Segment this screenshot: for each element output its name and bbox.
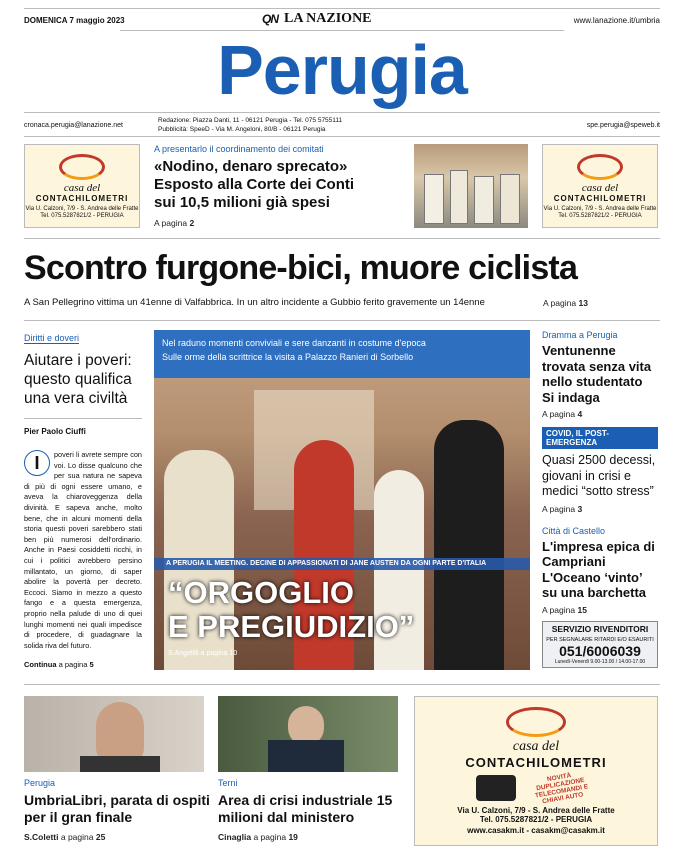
website-link[interactable]: www.lanazione.it/umbria [573, 16, 660, 25]
feature-strip: A PERUGIA IL MEETING. DECINE DI APPASSIONATI DI JANE AUSTEN DA OGNI PARTE D'ITALIA [154, 558, 530, 570]
editorial[interactable] [24, 328, 142, 651]
rule [24, 320, 660, 321]
car-key-icon [476, 775, 516, 801]
rule [24, 112, 660, 113]
b2-story[interactable]: Terni Area di crisi industriale 15 milioni dal ministero Cinaglia a pagina 19 [218, 778, 393, 842]
masthead [262, 11, 372, 27]
kicker: A presentarlo il coordinamento dei comitati [154, 144, 324, 154]
s2-tag: COVID, IL POST-EMERGENZA [542, 427, 658, 449]
s3-headline[interactable]: L'impresa epica di Campriani L'Oceano ‘vinto’ su una barchetta [542, 538, 655, 600]
editorial-headline: Aiutare i poveri: questo qualifica una vera civiltà [24, 352, 132, 407]
feature-banner: Nel raduno momenti conviviali e sere danzanti in costume d'epoca Sulle orme della scrittrice la visita a Palazzo Ranieri di Sorbello [154, 330, 530, 378]
feature-photo [154, 330, 530, 670]
editorial-tag: Diritti e doveri [24, 333, 80, 343]
issue-date: DOMENICA 7 maggio 2023 [24, 16, 125, 25]
rule [24, 684, 660, 685]
protest-photo [414, 144, 528, 228]
feature-title[interactable]: “ORGOGLIO E PREGIUDIZIO” [168, 575, 415, 644]
editorial-author: Pier Paolo Ciuffi [24, 418, 142, 436]
redazione-info: Redazione: Piazza Danti, 11 - 06121 Perugia - Tel. 075 5755111 Pubblicità: SpeeD - Via M. Angeloni, 80/B - 06121 Perugia [158, 117, 343, 133]
s1-headline[interactable]: Ventunenne trovata senza vita nello studentato Si indaga [542, 343, 652, 405]
ad-logo [506, 707, 566, 737]
rivenditori-phone: 051/6006039 [559, 642, 641, 659]
ad-logo [577, 154, 623, 180]
rivenditori-box: SERVIZIO RIVENDITORI PER SEGNALARE RITARDI E/O ESAURITI 051/6006039 Lunedì-Venerdì 9.00-13.00 / 14.00-17.00 [542, 621, 658, 668]
top-story[interactable]: A presentarlo il coordinamento dei comitati «Nodino, denaro sprecato» Esposto alla Corte dei Conti sui 10,5 milioni già spesi A pagina 2 [154, 144, 404, 228]
qn-logo: QN [262, 12, 278, 26]
email-left[interactable]: cronaca.perugia@lanazione.net [24, 122, 123, 129]
rule [24, 8, 660, 9]
lead-subhead: A San Pellegrino vittima un 41enne di Valfabbrica. In un altro incidente a Gubbio ferito gravemente un 14enne [24, 297, 485, 308]
s2-headline[interactable]: Quasi 2500 decessi, giovani in crisi e medici “sotto stress” [542, 453, 656, 498]
b1-story[interactable]: Perugia UmbriaLibri, parata di ospiti per il gran finale S.Coletti a pagina 25 [24, 778, 210, 842]
ad-contachilometri-left[interactable]: casa del CONTACHILOMETRI Via U. Calzoni, 7/9 - S. Andrea delle Fratte Tel. 075.5287821/2 - PERUGIA [24, 144, 140, 228]
editorial-continue[interactable]: Continua a pagina 5 [24, 660, 94, 669]
umbrialibri-photo [24, 696, 204, 772]
lead-page-ref: A pagina 13 [543, 298, 588, 308]
masthead-name: LA NAZIONE [284, 11, 372, 26]
terni-photo [218, 696, 398, 772]
novita-badge: NOVITÀ DUPLICAZIONE TELECOMANDI E CHIAVI AUTO [534, 772, 589, 806]
rule [24, 238, 660, 239]
city-title: Perugia [217, 31, 467, 109]
ad-contachilometri-right[interactable]: casa del CONTACHILOMETRI Via U. Calzoni, 7/9 - S. Andrea delle Fratte Tel. 075.5287821/2 - PERUGIA [542, 144, 658, 228]
s1-tag: Dramma a Perugia [542, 330, 618, 340]
s3-tag: Città di Castello [542, 525, 606, 536]
editorial-body: I poveri li avrete sempre con voi. Lo disse qualcuno che per sua natura ne sapeva di più di ogni essere umano, e aveva la chiaroveggenza della divinità. E sapeva anche, molto bene, che in alcuni momenti della storia questi poveri sarebbero stati ben più numerosi dell'ordinario. Anche in Paesi cosiddetti ricchi, in cui i politici avrebbero persino millantato, un giorno, di saper abolire la povertà per decreto. Eccoci. Siamo in mezzo a questo fango e a questa emergenza, proprio nella palude di uno di quei lunghi momenti nei quali impedisce di procedere, di guadagnare la solida riva del futuro. [24, 450, 142, 650]
lead-headline[interactable]: Scontro furgone-bici, muore ciclista [24, 249, 578, 287]
feature-credit: S.Angelilli a pagina 10 [168, 650, 238, 657]
dropcap: I [24, 450, 50, 476]
rule [24, 136, 660, 137]
ad-contachilometri-big[interactable]: casa del CONTACHILOMETRI NOVITÀ DUPLICAZIONE TELECOMANDI E CHIAVI AUTO Via U. Calzoni, 7/9 - S. Andrea delle Fratte Tel. 075.5287821/2 - PERUGIA www.casakm.it - casakm@casakm.it [414, 696, 658, 846]
right-column: Dramma a Perugia Ventunenne trovata senza vita nello studentato Si indaga A pagina 4 COVID, IL POST-EMERGENZA Quasi 2500 decessi, giovani in crisi e medici “sotto stress” A pagina 3 Città di Castello L'impresa epica di Campriani L'Oceano ‘vinto’ su una barchetta A pagina 15 SERVIZIO RIVENDITORI PER SEGNALARE RITARDI E/O ESAURITI 051/6006039 Lunedì-Venerdì 9.00-13.00 / 14.00-17.00 [542, 330, 658, 668]
email-right[interactable]: spe.perugia@speweb.it [586, 122, 660, 129]
ad-logo [59, 154, 105, 180]
